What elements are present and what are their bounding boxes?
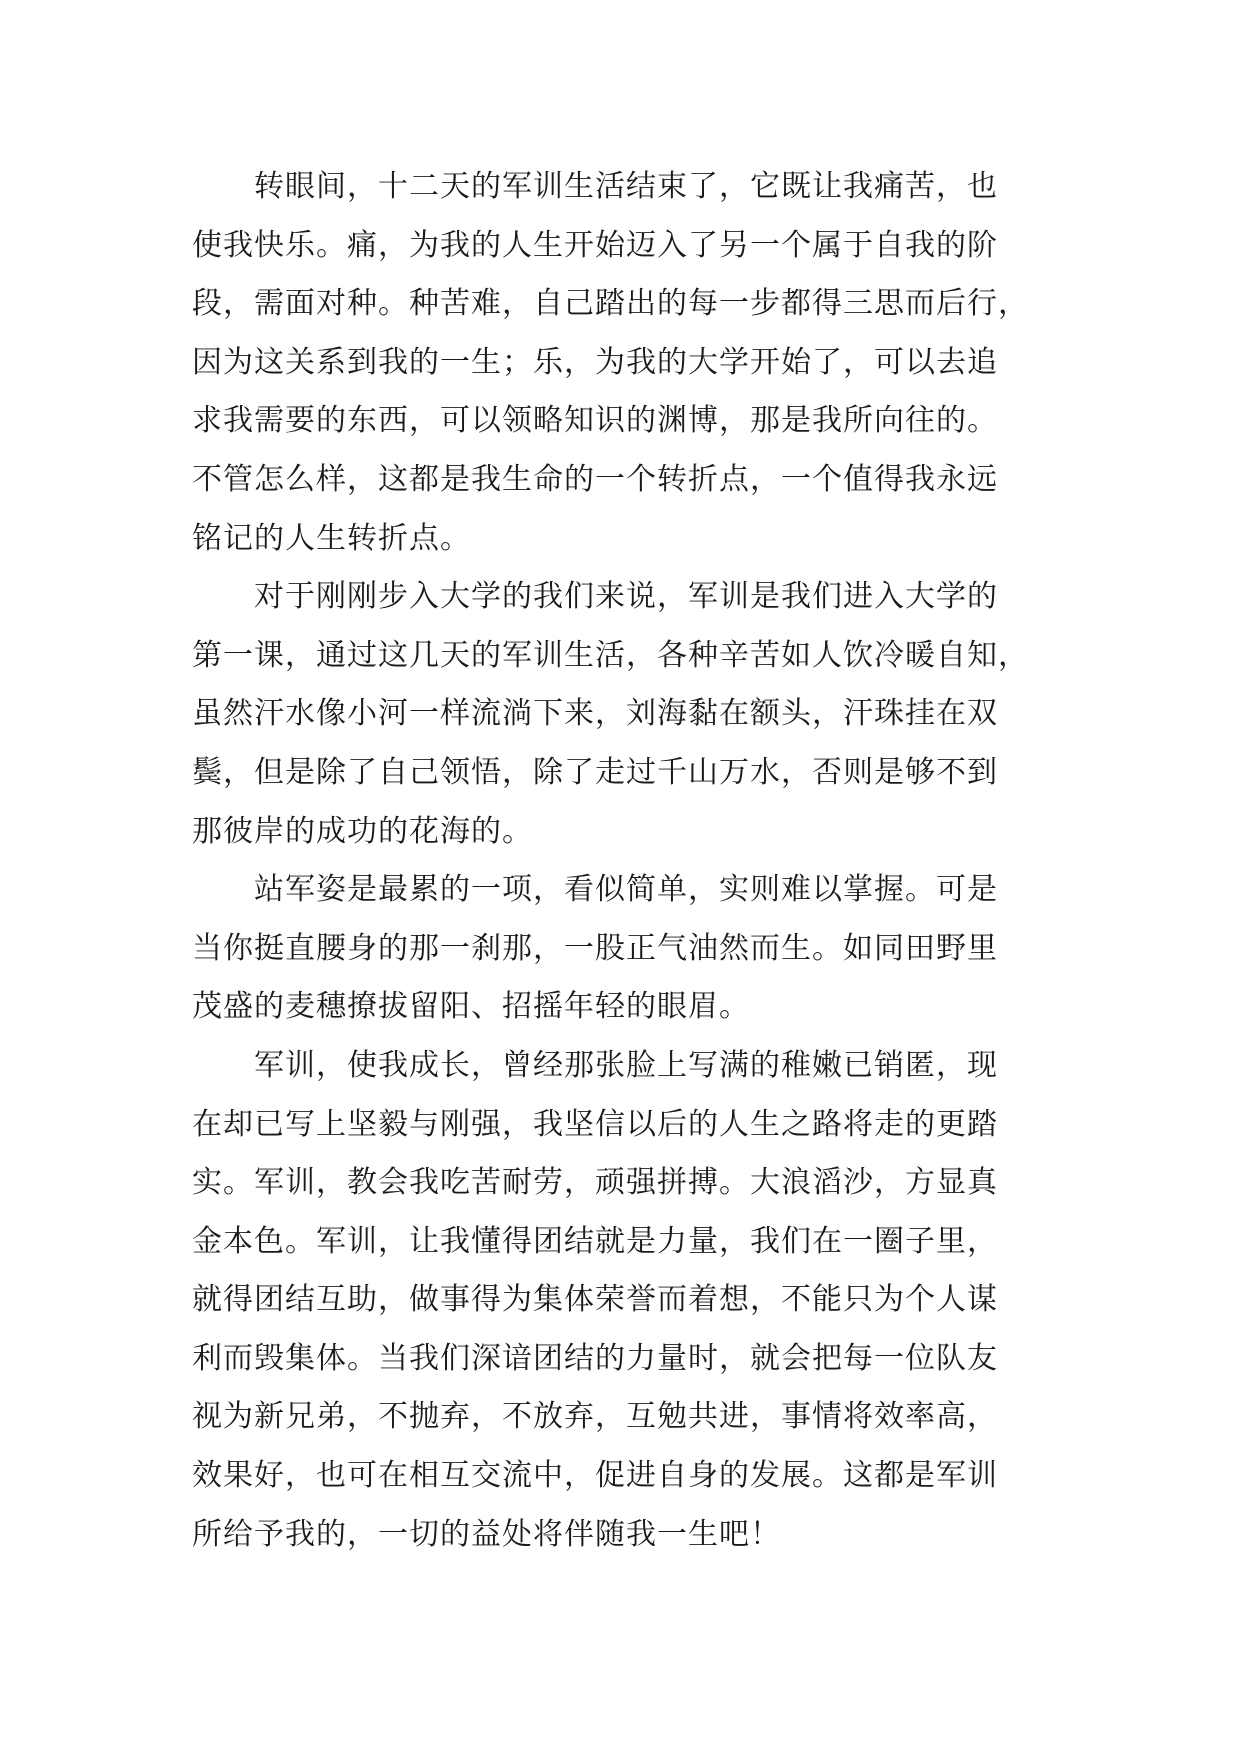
text-line: 因为这关系到我的一生；乐，为我的大学开始了，可以去追 bbox=[192, 344, 998, 380]
text-line: 对于刚刚步入大学的我们来说，军训是我们进入大学的 bbox=[254, 579, 998, 615]
text-line: 段，需面对种。种苦难，自己踏出的每一步都得三思而后行， bbox=[192, 286, 1029, 322]
text-line: 不管怎么样，这都是我生命的一个转折点，一个值得我永远 bbox=[192, 461, 998, 497]
text-line: 虽然汗水像小河一样流淌下来，刘海黏在额头，汗珠挂在双 bbox=[192, 696, 998, 732]
text-line: 铭记的人生转折点。 bbox=[192, 520, 471, 556]
text-line: 转眼间，十二天的军训生活结束了，它既让我痛苦，也 bbox=[254, 169, 998, 204]
document-body bbox=[192, 158, 1052, 1564]
text-line: 那彼岸的成功的花海的。 bbox=[192, 813, 533, 849]
paragraph-3 bbox=[192, 861, 1052, 1037]
text-line: 第一课，通过这几天的军训生活，各种辛苦如人饮冷暖自知， bbox=[192, 637, 1029, 673]
paragraph-2 bbox=[192, 568, 1052, 861]
text-line: 就得团结互助，做事得为集体荣誉而着想，不能只为个人谋 bbox=[192, 1282, 998, 1318]
paragraph-4 bbox=[192, 1037, 1052, 1564]
text-line: 视为新兄弟，不抛弃，不放弃，互勉共进，事情将效率高， bbox=[192, 1399, 998, 1435]
text-line: 所给予我的，一切的益处将伴随我一生吧！ bbox=[192, 1516, 781, 1552]
text-line: 茂盛的麦穗撩拔留阳、招摇年轻的眼眉。 bbox=[192, 989, 750, 1025]
text-line: 使我快乐。痛，为我的人生开始迈入了另一个属于自我的阶 bbox=[192, 227, 998, 263]
text-line: 效果好，也可在相互交流中，促进自身的发展。这都是军训 bbox=[192, 1458, 998, 1494]
text-line: 鬓，但是除了自己领悟，除了走过千山万水，否则是够不到 bbox=[192, 754, 998, 790]
text-line: 金本色。军训，让我懂得团结就是力量，我们在一圈子里， bbox=[192, 1223, 998, 1259]
text-line: 在却已写上坚毅与刚强，我坚信以后的人生之路将走的更踏 bbox=[192, 1106, 998, 1142]
paragraph-1 bbox=[192, 158, 1052, 568]
text-line: 站军姿是最累的一项，看似简单，实则难以掌握。可是 bbox=[254, 872, 998, 908]
text-line: 军训，使我成长，曾经那张脸上写满的稚嫩已销匿，现 bbox=[254, 1047, 998, 1083]
text-line: 实。军训，教会我吃苦耐劳，顽强拼搏。大浪滔沙，方显真 bbox=[192, 1165, 998, 1201]
text-line: 求我需要的东西，可以领略知识的渊博，那是我所向往的。 bbox=[192, 403, 998, 439]
text-line: 利而毁集体。当我们深谙团结的力量时，就会把每一位队友 bbox=[192, 1340, 998, 1376]
text-line: 当你挺直腰身的那一刹那，一股正气油然而生。如同田野里 bbox=[192, 930, 998, 966]
